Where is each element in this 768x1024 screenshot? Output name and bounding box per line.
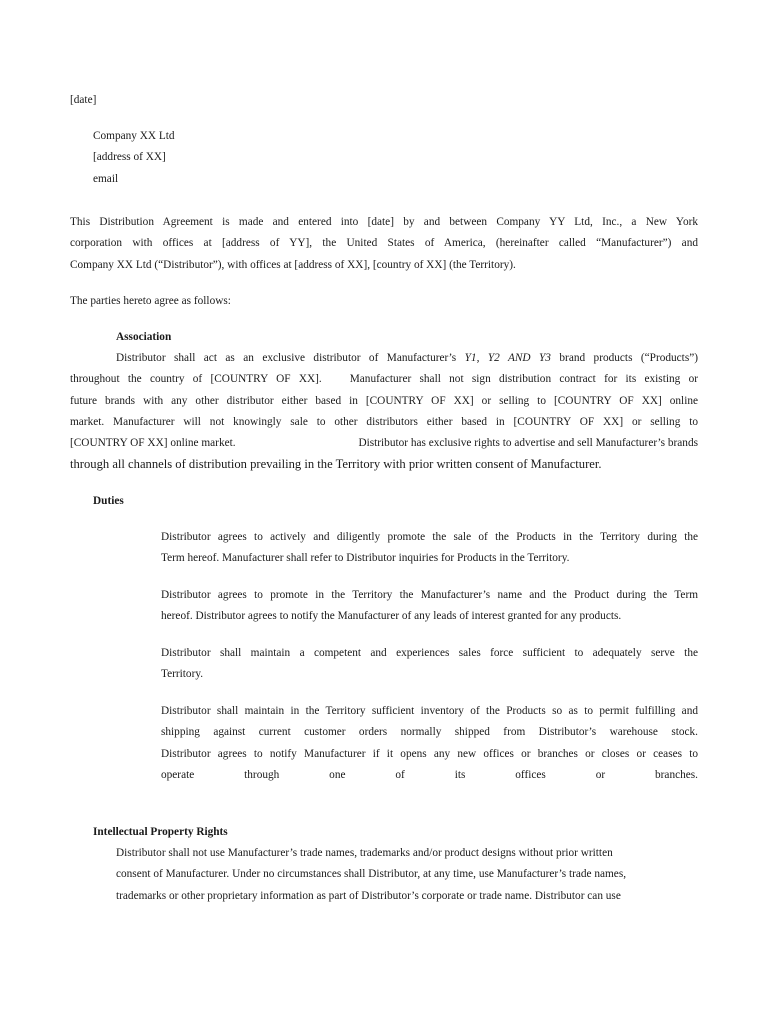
- duties-line: Territory.: [161, 668, 204, 681]
- duties-item-2: [161, 585, 698, 628]
- association-heading: [116, 327, 171, 348]
- intro-line: corporation with offices at [address of YY], the United States of America, (hereinafter called “Manufacturer”) and: [70, 237, 698, 250]
- association-heading-text: Association: [116, 331, 172, 343]
- ip-line: consent of Manufacturer. Under no circumstances shall Distributor, at any time, use Manufacturer’s trade names,: [116, 868, 627, 881]
- ip-heading: [93, 822, 228, 843]
- duties-item-1: [161, 527, 698, 570]
- association-text: throughout the country of [COUNTRY OF XX].: [70, 373, 322, 386]
- duties-line: Distributor agrees to actively and diligently promote the sale of the Products in the Territory during the: [161, 531, 698, 543]
- duties-line: shipping against current customer orders normally shipped from Distributor’s warehouse stock.: [161, 726, 698, 739]
- intro-paragraph: [70, 212, 698, 276]
- recipient-block: [93, 126, 175, 190]
- association-line: future brands with any other distributor either based in [COUNTRY OF XX] or selling to [COUNTRY OF XX] online: [70, 394, 698, 407]
- association-line: [70, 369, 698, 390]
- ip-line: trademarks or other proprietary information as part of Distributor’s corporate or trade name. Distributor can use: [116, 889, 621, 902]
- date-text: [date]: [70, 94, 97, 106]
- intro-line: Company XX Ltd (“Distributor”), with offices at [address of XX], [country of XX] (the Territory).: [70, 258, 516, 271]
- association-text: brand products (“Products”): [550, 352, 698, 364]
- duties-line: hereof. Distributor agrees to notify the Manufacturer of any leads of interest granted for any products.: [161, 610, 622, 623]
- ip-line: Distributor shall not use Manufacturer’s trade names, trademarks and/or product designs without prior written: [116, 847, 613, 859]
- recipient-email: email: [93, 172, 119, 185]
- date-line: [70, 90, 96, 111]
- association-paragraph: [70, 348, 698, 476]
- duties-line: Distributor shall maintain a competent and experiences sales force sufficient to adequately serve the: [161, 647, 698, 659]
- agree-line: [70, 291, 231, 312]
- duties-heading-text: Duties: [93, 495, 124, 507]
- association-text: Distributor shall act as an exclusive distributor of Manufacturer’s: [116, 352, 465, 364]
- association-text: Distributor has exclusive rights to advertise and sell Manufacturer’s brands: [358, 437, 698, 450]
- agree-text: The parties hereto agree as follows:: [70, 295, 231, 307]
- association-line: market. Manufacturer will not knowingly sale to other distributors either based in [COUNTRY OF XX] or selling to: [70, 415, 698, 428]
- duties-item-4: [161, 701, 698, 786]
- duties-line: operate through one of its offices or branches.: [161, 768, 698, 781]
- association-text: [COUNTRY OF XX] online market.: [70, 437, 236, 450]
- duties-line: Distributor shall maintain in the Territory sufficient inventory of the Products so as to permit fulfilling and: [161, 705, 698, 717]
- ip-paragraph: [116, 843, 698, 907]
- association-text: Manufacturer shall not sign distribution contract for its existing or: [349, 373, 698, 386]
- brand-names: Y1, Y2 AND Y3: [464, 352, 551, 364]
- association-line: [70, 348, 698, 369]
- duties-line: Distributor agrees to promote in the Territory the Manufacturer’s name and the Product during the Term: [161, 589, 698, 601]
- duties-item-3: [161, 643, 698, 686]
- duties-line: Distributor agrees to notify Manufacturer if it opens any new offices or branches or closes or ceases to: [161, 747, 698, 760]
- association-line: [70, 433, 698, 454]
- recipient-company: Company XX Ltd: [93, 130, 175, 142]
- duties-heading: [93, 491, 124, 512]
- intro-line: This Distribution Agreement is made and entered into [date] by and between Company YY Ltd, Inc., a New York: [70, 216, 698, 228]
- association-line: through all channels of distribution prevailing in the Territory with prior written consent of Manufacturer.: [70, 457, 602, 472]
- recipient-address: [address of XX]: [93, 151, 166, 164]
- ip-heading-text: Intellectual Property Rights: [93, 826, 228, 838]
- duties-line: Term hereof. Manufacturer shall refer to Distributor inquiries for Products in the Territory.: [161, 552, 570, 565]
